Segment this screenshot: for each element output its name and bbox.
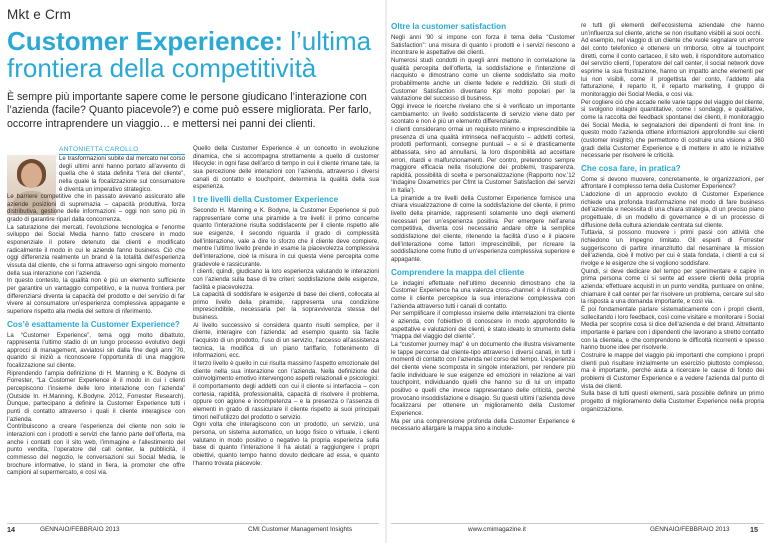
- section-heading: Cos’è esattamente la Customer Experience?: [7, 319, 180, 329]
- paragraph: Riprendendo l’ampia definizione di H. Manning e K. Bodyne di Forrester, “La Customer Experience è il modo in cui i clienti percepiscono l’insieme delle loro interazione con l’azienda” (Outside In. H.Manning, K.Bodyne. 2012, Forrester Research). Dunque, partecipano a definire la Customer Experience tutti i punti di contatto attraverso i quali il cliente interagisce con l’azienda.: [7, 369, 185, 423]
- column-1-intro: [59, 155, 185, 193]
- paragraph: Sulla base di tutti questi elementi, sarà possibile definire un primo progetto di miglioramento della Customer Experience nella propria organizzazione.: [581, 390, 764, 413]
- column-2: [193, 145, 379, 467]
- paragraph: Al livello successivo si considera quanto risulti semplice, per il cliente, interagire con l’azienda: ad esempio quanto sia facile l’acquisto di un prodotto, l’uso di un servizio, l’accesso all’assistenza tecnica, la modifica di un piano tariffario, l’ottenimento di informazioni, ecc.: [193, 321, 379, 360]
- section-heading: I tre livelli della Customer Experience: [193, 194, 339, 204]
- right-page: [388, 0, 768, 543]
- paragraph: Numerosi studi condotti in quegli anni mettono in correlazione la qualità percepita dell’offerta, la soddisfazione e l’intenzione di riacquisto e dimostrano come un cliente soddisfatto sia molto probabilmente anche un cliente fedele e redditizio. Gli studi di Customer Satisfaction diventano Kpi molto popolari per la valutazione del successo di business.: [391, 56, 575, 103]
- section-label: Mkt e Crm: [7, 7, 72, 22]
- magazine-website: www.cmimagazine.it: [468, 526, 526, 533]
- paragraph: Come si devono muovere, concretamente, le organizzazioni, per affrontare il complesso tema della Customer Experience?: [581, 175, 764, 191]
- paragraph: La “customer journey map” è un documento che illustra visivamente le tappe percorse dal cliente-tipo attraverso i diversi canali, in tutti i momenti di contatto con l’azienda nel corso del tempo. L’esperienza del cliente viene scomposta in singole interazioni, per rendere più facile individuare le sue esigenze ed emozioni in relazione ai vari touchpoint, individuando quelli che hanno su di lui un impatto positivo e quelli che invece rappresentano delle criticità, perché provocano insoddisfazione e disagio. Su questi ultimi l’azienda deve focalizzarsi per ottenere un miglioramento della Customer Experience.: [391, 340, 575, 417]
- paragraph: Il terzo livello è quello in cui risulta massimo l’aspetto emozionale del cliente nella sua interazione con l’azienda. Nella definizione del coinvolgimento emotivo intervengono aspetti relazionali e psicologici: il comportamento degli addetti con cui il cliente si interfaccia – con cortesia, rapidità, professionalità, capacità di risolvere il problema, oppure con agione e incompetenza – e la presenza o l’assenza di elementi in grado di rassicurare il cliente rispetto ai suoi principali timori nell’utilizzo del prodotto o servizio.: [193, 360, 379, 421]
- article-subtitle: È sempre più importante sapere come le persone giudicano l’interazione con l’azienda (facile? Quanto piacevole?) e come può essere migliorata. Per farlo, occorre intraprendere un viaggio… e mettersi nei panni dei clienti.: [7, 91, 372, 130]
- paragraph: L’adozione di un approccio evoluto di Customer Experience richiede una profonda trasformazione nel modo di fare business dell’azienda e necessita di una chiara strategia, di un preciso piano progettuale, di un modello di governance e di un processo di diffusione della cultura aziendale centrata sul cliente.: [581, 191, 764, 229]
- paragraph: La piramide a tre livelli della Customer Experience fornisce una chiara visualizzazione di come la soddisfazione del cliente, il primo livello della piramide, rappresenti solamente uno degli elementi necessari per un’esperienza positiva. Per emergere nell’arena competitiva, diventa così necessario andare oltre la semplice soddisfazione del cliente, ritenendo la facilità d’uso e il piacere dell’interazione come fattori imprescindibili, per ricreare la soddisfazione come frutto di un’esperienza complessiva superiore e appagante.: [391, 194, 575, 264]
- paragraph: La capacità di soddisfare le esigenze di base dei clienti, collocata al primo livello della piramide, rappresenta una condizione imprescindibile, necessaria per la sopravvivenza stessa del business.: [193, 291, 379, 322]
- paragraph: La saturazione dei mercati, l’evoluzione tecnologica e l’enorme sviluppo dei Social Media hanno fatto crescere in modo esponenziale il potere detenuto dai clienti e modificato radicalmente il modo in cui le aziende fanno business. Ciò che oggi differenzia realmente un brand è la totalità dell’esperienza vissuta dal cliente, che si forma attraverso ogni singolo momento della sua interazione con l’azienda.: [7, 223, 185, 277]
- page-gutter: [385, 0, 387, 543]
- paragraph: La “Customer Experience”, tema oggi molto dibattuto, rappresenta l’ultimo stadio di un lungo processo evolutivo degli approcci di management, avviatosi sin dalla fine degli anni ’70, quando si iniziò a riconoscere l’opportunità di una maggiore focalizzazione sul cliente.: [7, 331, 185, 370]
- footer-rule: [7, 523, 379, 524]
- column-1: [7, 193, 185, 477]
- column-4: [581, 22, 764, 413]
- section-heading: Che cosa fare, in pratica?: [581, 163, 681, 173]
- column-3: [391, 22, 575, 433]
- footer-rule: [391, 523, 764, 524]
- title-rest: l’ultima frontiera della competitività: [7, 26, 372, 83]
- paragraph: Oggi invece le ricerche rivelano che si è verificato un importante cambiamento: un livello soddisfacente di servizio viene dato per scontato e non è più un elemento differenziante.: [391, 102, 575, 126]
- paragraph: I clienti, quindi, giudicano la loro esperienza valutando le interazioni con l’azienda sulla base di tre criteri: soddisfazione delle esigenze, facilità e piacevolezza.: [193, 268, 379, 291]
- author-name: ANTONIETTA CAROLLO: [59, 146, 185, 155]
- page-number: 15: [750, 525, 758, 534]
- paragraph: Contribuiscono a creare l’esperienza del cliente non solo le interazioni con i prodotti e servizi che fanno parte dell’offerta, ma anche i contatti con il sito web, l’immagine e l’allestimento del punto vendita, l’operatore del call center, la pubblicità, il commesso del negozio, le conversazioni sui Social Media, le brochure informative, lo stand in fiera, la promoter che offre campioni al supermercato, e così via.: [7, 423, 185, 477]
- article-title: [7, 28, 379, 82]
- paragraph: Per cogliere ciò che accade nelle varie tappe del viaggio del cliente, si svolgono indagini quantitative, come i sondaggi, e qualitative, come la raccolta dei feedback spontanei dei clienti, il monitoraggio dei Social Media, le segnalazioni dei dipendenti di front line. In questo modo l’azienda ottiene informazioni approfondite sui clienti (customer insights) che permettono di costruire una visione a 360 gradi della Customer Experience e di mettere in atto le iniziative necessarie per risolvere le criticità.: [581, 98, 764, 160]
- paragraph: Costruire le mappe del viaggio più importanti che compiono i propri clienti può risultare inizialmente un esercizio piuttosto complesso, ma è importante, perché aiuta a ricercare le cause di fondo dei problemi di Customer Experience e a vedere l’azienda dal punto di vista dei clienti.: [581, 351, 764, 390]
- issue-date: GENNAIO/FEBBRAIO 2013: [650, 526, 730, 533]
- section-heading: Comprendere la mappa del cliente: [391, 267, 525, 277]
- paragraph: In questo contesto, la qualità non è più un elemento sufficiente per garantire un vantaggio competitivo, e la nuova frontiera per differenziarsi diventa la capacità del prodotto e del servizio di far vivere al consumatore un’esperienza complessiva appagante e superiore rispetto alla media del settore di riferimento.: [7, 277, 185, 315]
- paragraph: Secondo H. Manning e K. Bodyne, la Customer Experience si può rappresentare come una piramide a tre livelli: il primo concerne quanto l’interazione risulta soddisfacente per il cliente rispetto alle sue esigenze, il secondo riguarda il grado di complessità dell’interazione, vale a dire lo sforzo che il cliente deve compiere, mentre l’ultimo livello prende in esame la piacevolezza complessiva dell’interazione, cioè la misura in cui questa viene percepita come gradevole e rassicurante.: [193, 206, 379, 268]
- intro-paragraph: Le trasformazioni subite dal mercato nel corso degli ultimi anni hanno portato all’avvento di quella che è stata definita “l’era del cliente”, nella quale la focalizzazione sul consumatore è diventa un imperativo strategico.: [59, 155, 185, 193]
- paragraph: Quindi, si deve dedicare del tempo per sperimentare e capire in prima persona come ci si sente ad essere clienti della propria azienda: effettuare acquisti in un punto vendita, puntuare on online, chiamare il call center per far risolvere un problema, cercare sul sito la risposta a una domanda importante, e così via.: [581, 267, 764, 306]
- paragraph: Ad esempio, nel viaggio di un cliente che vuole segnalare un errore del conto telefonico e ottenere un rimborso, oltre ai touchpoint diretti, come il conto cartaceo, il sito web, il risponditore automatico del servizio clienti, l’operatore del call center, il social network dove esprime la sua frustrazione, hanno un impatto anche elementi per lui non visibili, come il progettista del conto, l’addetto alla fatturazione, il reparto It, il reparto marketing, il gruppo di monitoraggio dei Social Media, e così via.: [581, 37, 764, 98]
- paragraph: Per semplificare il complesso insieme delle interrelazioni tra cliente e azienda, con l’obiettivo di conoscere in modo approfondito le aspettative e valutazioni dei clienti, è stato ideato lo strumento della “mappa del viaggio del cliente”.: [391, 310, 575, 341]
- paragraph: Tuttavia, si possono muovere i primi passi con attività che richiedono un impegno limitato. Gli esperti di Forrester suggeriscono di partire innanzitutto dal riesaminare la mission dell’azienda, cioè il motivo per cui è stata fondata, i clienti a cui si rivolge e le esigenze che si vogliono soddisfare.: [581, 229, 764, 268]
- paragraph: Quello della Customer Experience è un concetto in evoluzione dinamica, che si accompagna strettamente a quello di customer lifecycle: in ogni fase dell’arco di tempo in cui il cliente rimane tale, la sua percezione delle interazioni con l’azienda, attraverso i diversi canali di contatto e touchpoint, determina la qualità della sua esperienza.: [193, 145, 379, 191]
- title-strong: Customer Experience:: [7, 26, 283, 56]
- issue-date: GENNAIO/FEBBRAIO 2013: [40, 526, 120, 533]
- paragraph: Ogni volta che interagiscono con un prodotto, un servizio, una persona, un sistema automatico, un luogo fisico o virtuale, i clienti valutano in modo positivo o negativo la propria esperienza sulla base di quanto l’interazione li ha aiutati a raggiungere i propri obiettivi, quanto tempo hanno dovuto dedicare ad essa, e quanto l’hanno trovata piacevole.: [193, 421, 379, 467]
- section-heading: Oltre la customer satisfaction: [391, 22, 507, 31]
- page-number: 14: [7, 525, 15, 534]
- paragraph: Le barriere competitive che in passato avevano assicurato alle aziende posizioni di supremazia – capacità produttiva, forza distributiva, gestione delle informazioni – oggi non sono più in grado di garantire ripari dalla concorrenza.: [7, 193, 185, 223]
- paragraph: I clienti considerano ormai un requisito minimo e imprescindibile la presenza di una qualità intrinseca nell’acquisto – addetti cortesi, prodotti performanti, consegne puntuali – e si è drasticamente abbassata, sino ad annullarsi, la loro disponibilità ad accettare errori, ritardi e malfunzionamenti. Per contro, pretendono sempre maggiore efficacia nella risoluzione dei problemi, trasparenza, rapidità, possibilità di scelta e personalizzazione (Rapporto nov.’12 ‘Indagine Dixametrics per Cfmt la Customer Satisfaction dei servizi in Italia’).: [391, 125, 575, 195]
- paragraph: È poi fondamentale parlare sistematicamente con i propri clienti, sollecitando i loro feedback, così come visitare e monitorare i Social Media per scoprire cosa si dice dell’azienda e del brand. Altrettanto importante è parlare con i dipendenti che lavorano a stretto contatto con la clientela, e che comprendono le difficoltà ricorrenti e spesso hanno buone idee per risolverle.: [581, 305, 764, 352]
- magazine-brand: CMI Customer Management Insights: [248, 526, 353, 533]
- paragraph: Negli anni ’90 si impone con forza il tema della “Customer Satisfaction”: una misura di quanto i prodotti e i servizi riescono a incontrare le aspettative dei clienti.: [391, 34, 575, 57]
- paragraph: Ma per una comprensione profonda della Customer Experience è necessario allargare la mappa sino a include-: [391, 417, 575, 433]
- paragraph: Le indagini effettuate nell’ultimo decennio dimostrano che la Customer Experience ha una valenza cross-channel: è il risultato di come il cliente percepisce la sua interazione complessiva con l’azienda attraverso tutti i canali di contatto.: [391, 279, 575, 310]
- paragraph: re tutti gli elementi dell’ecosistema aziendale che hanno un’influenza sul cliente, anche se non risultano visibili ai suoi occhi.: [581, 22, 764, 37]
